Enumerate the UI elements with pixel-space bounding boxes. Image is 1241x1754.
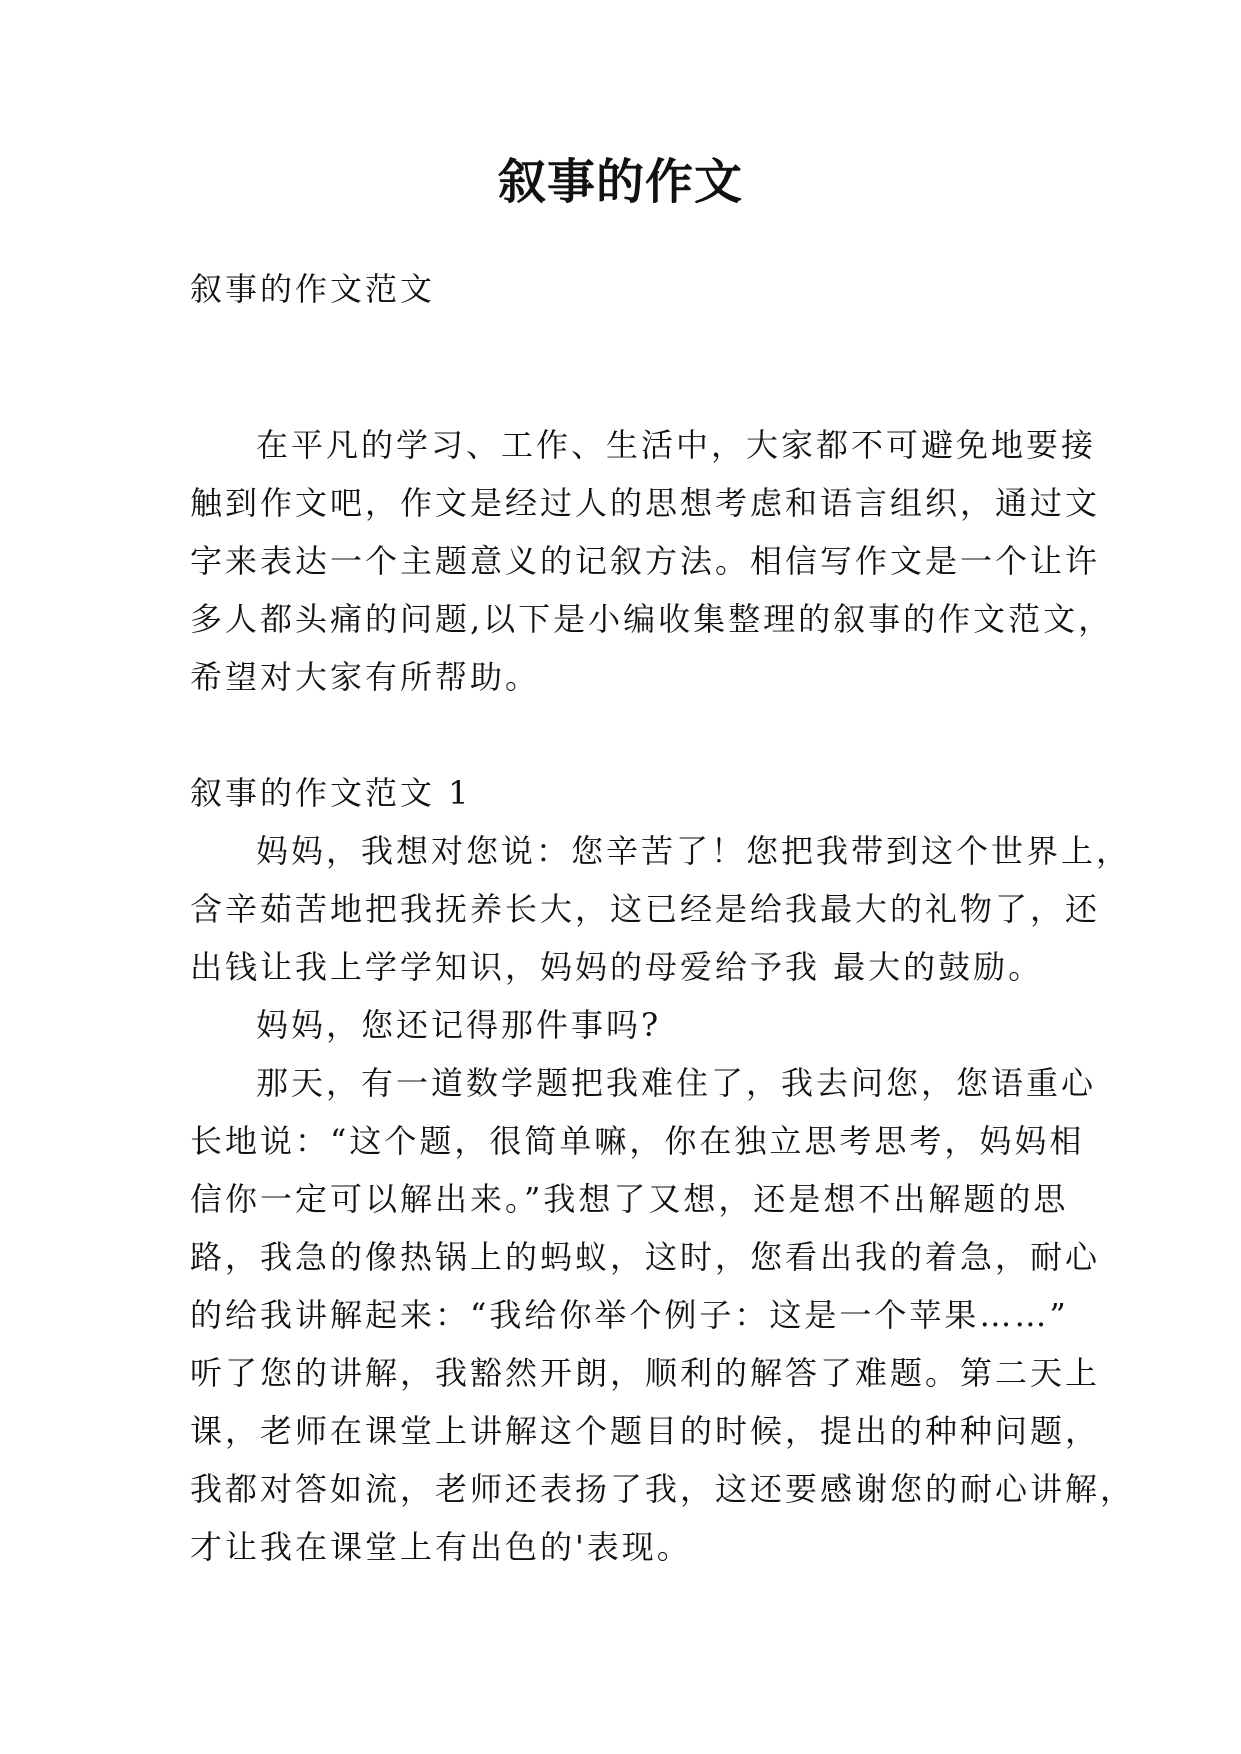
paragraph-line: 含辛茹苦地把我抚养长大，这已经是给我最大的礼物了，还 [190,890,1101,928]
paragraph-2 [190,996,1060,1054]
paragraph-line: 出钱让我上学学知识，妈妈的母爱给予我 最大的鼓励。 [190,948,1044,986]
paragraph-line: 听了您的讲解，我豁然开朗，顺利的解答了难题。第二天上 [190,1354,1101,1392]
spacer [190,706,1060,764]
paragraph-line: 那天，有一道数学题把我难住了，我去问您，您语重心 [256,1064,1097,1102]
intro-line: 在平凡的学习、工作、生活中，大家都不可避免地要接 [256,426,1097,464]
paragraph-line: 信你一定可以解出来。”我想了又想，还是想不出解题的思 [190,1180,1069,1218]
document-body [190,260,1136,1576]
intro-line: 多人都头痛的问题,以下是小编收集整理的叙事的作文范文， [190,600,1114,638]
paragraph-line: 我都对答如流，老师还表扬了我，这还要感谢您的耐心讲解， [190,1470,1136,1508]
intro-line: 希望对大家有所帮助。 [190,658,541,696]
spacer [190,318,1060,376]
intro-paragraph [190,416,1114,706]
document-subtitle: 叙事的作文范文 [190,270,436,308]
document-title: 叙事的作文 [497,154,743,210]
section-heading: 叙事的作文范文 1 [190,774,472,812]
paragraph-line: 妈妈，我想对您说：您辛苦了！您把我带到这个世界上， [256,832,1132,870]
paragraph-line: 才让我在课堂上有出色的'表现。 [190,1528,692,1566]
spacer [190,376,1060,416]
intro-line: 字来表达一个主题意义的记叙方法。相信写作文是一个让许 [190,542,1101,580]
paragraph-line: 长地说：“这个题，很简单嘛，你在独立思考思考，妈妈相 [190,1122,1085,1160]
paragraph-line: 的给我讲解起来：“我给你举个例子：这是一个苹果……” [190,1296,1069,1334]
intro-line: 触到作文吧，作文是经过人的思想考虑和语言组织，通过文 [190,484,1101,522]
paragraph-line: 妈妈，您还记得那件事吗? [256,1006,662,1044]
paragraph-1 [190,822,1132,996]
paragraph-line: 课，老师在课堂上讲解这个题目的时候，提出的种种问题， [190,1412,1101,1450]
paragraph-3 [190,1054,1136,1576]
paragraph-line: 路，我急的像热锅上的蚂蚁，这时，您看出我的着急，耐心 [190,1238,1101,1276]
